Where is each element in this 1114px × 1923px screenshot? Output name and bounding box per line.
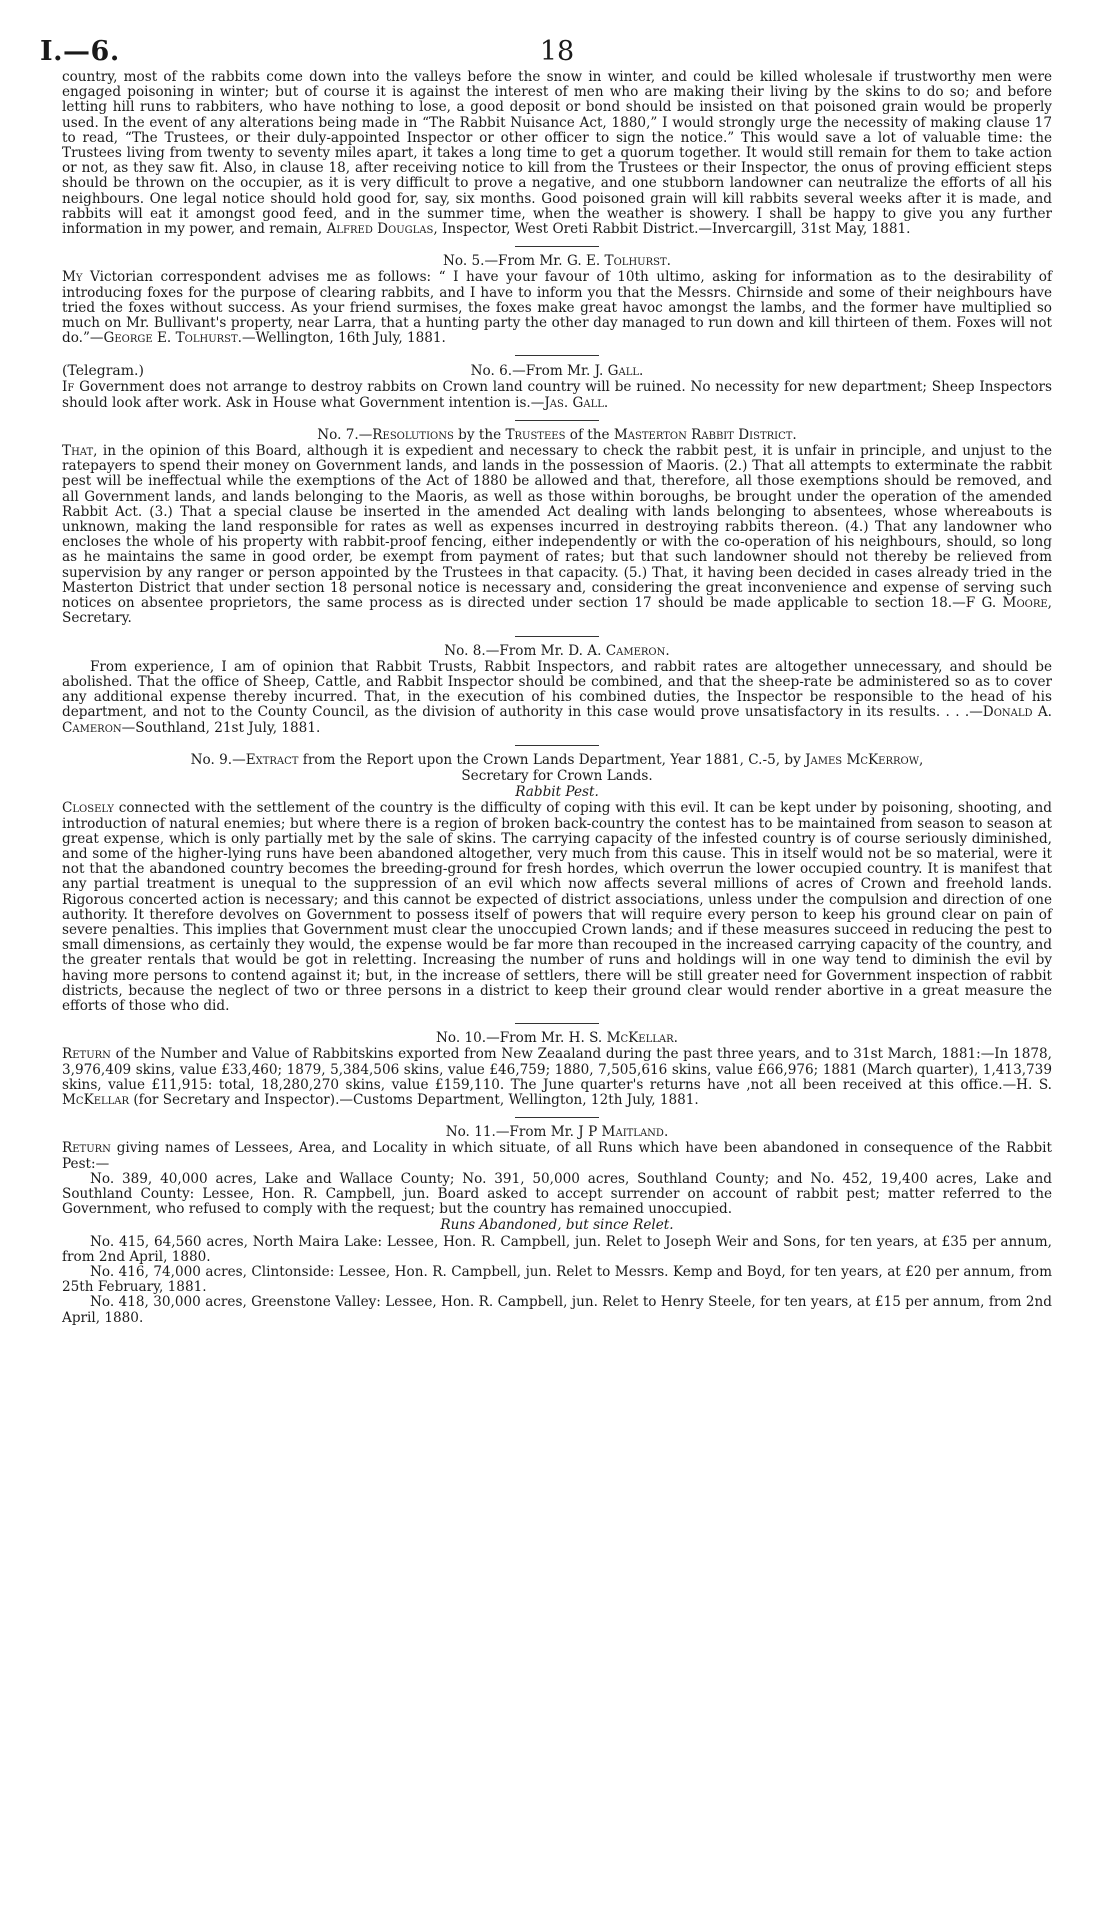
signature: F G. Moore,: [965, 595, 1052, 612]
no11-paragraph: Return giving names of Lessees, Area, and Locality in which situate, of all Runs which have been abandoned in consequence of the Rabbit Pest:—: [62, 1140, 1052, 1172]
intro-paragraph: country, most of the rabbits come down into the valleys before the snow in winter, and could be killed wholesale if trustworthy men were engaged poisoning in winter; but of course it is against the interest of men who are making their living by the skins to do so; and before letting hill runs to rabbiters, who have nothing to lose, a good deposit or bond should be insisted on that poisoned grain would be properly used. In the event of any alterations being made in “The Rabbit Nuisance Act, 1880,” I would strongly urge the necessity of making clause 17 to read, “The Trustees, or their duly-appointed Inspector or other officer to sign the notice.” This would save a lot of valuable time: the Trustees living from twenty to seventy miles apart, it takes a long time to get a quorum together. It would still remain for them to take action or not, as they saw fit. Also, in clause 18, after receiving notice to kill from the Trustees or their Inspector, the onus of proving efficient steps should be thrown on the occupier, as it is very difficult to prove a negative, and one stubborn landowner can neutralize the efforts of all his neighbours. One legal notice should hold good for, say, six months. Good poisoned grain will kill rabbits several weeks after it is made, and rabbits will eat it amongst good feed, and in the summer time, when the weather is showery. I shall be happy to give you any further information in my power, and remain, Alfred Douglas, Inspector, West Oreti Rabbit District.—Invercargill, 31st May, 1881.: [62, 69, 1052, 238]
document-page: [40, 30, 1053, 1326]
no8-paragraph: From experience, I am of opinion that Rabbit Trusts, Rabbit Inspectors, and rabbit rates are altogether unnecessary, and should be abolished. That the office of Sheep, Cattle, and Rabbit Inspector should be combined, and that the sheep-rate be administered so as to cover any additional expense thereby incurred. That, in the execution of his combined duties, the Inspector be responsible to the head of his department, and not to the County Council, as the division of authority in this case would prove unsatisfactory in its results. . . .—Donald A. Cameron—Southland, 21st July, 1881.: [62, 658, 1053, 736]
relet-item: No. 418, 30,000 acres, Greenstone Valley: Lessee, Hon. R. Campbell, jun. Relet to Henry Steele, for ten years, at £15 per annum, from 2nd April, 1880.: [62, 1294, 1052, 1326]
section-heading-no9: No. 9.—Extract from the Report upon the Crown Lands Department, Year 1881, C.-5, by James McKerrow,: [190, 751, 924, 768]
relet-item: No. 415, 64,560 acres, North Maira Lake: Lessee, Hon. R. Campbell, jun. Relet to Joseph Weir and Sons, for ten years, at £35 per annum, from 2nd April, 1880.: [62, 1233, 1052, 1265]
relet-item: No. 416, 74,000 acres, Clintonside: Lessee, Hon. R. Campbell, jun. Relet to Messrs. Kemp and Boyd, for ten years, at £20 per annum, from 25th February, 1881.: [62, 1264, 1052, 1296]
subheading-rabbit-pest: Rabbit Pest.: [515, 784, 599, 801]
signature: George E. Tolhurst.: [103, 330, 243, 347]
section-divider: [515, 745, 599, 746]
signature: Alfred Douglas: [326, 221, 434, 238]
signature: Donald A. Cameron: [62, 704, 1053, 736]
telegram-label: (Telegram.): [62, 363, 144, 380]
no10-paragraph: Return of the Number and Value of Rabbitskins exported from New Zeaaland during the past three years, and to 31st March, 1881:—In 1878, 3,976,409 skins, value £33,460; 1879, 5,384,506 skins, value £46,759; 1880, 7,505,616 skins, value £66,976; 1881 (March quarter), 1,413,739 skins, value £11,915: total, 18,280,270 skins, value £159,110. The June quarter's returns have ,not all been received at this office.—H. S. McKellar (for Secretary and Inspector).—Customs Department, Wellington, 12th July, 1881.: [62, 1046, 1052, 1108]
paper-reference: I.—6.: [40, 36, 120, 67]
no7-paragraph: That, in the opinion of this Board, although it is expedient and necessary to check the rabbit pest, it is unfair in principle, and unjust to the ratepayers to spend their money on Government lands, and lands in the possession of Maoris. (2.) That all attempts to exterminate the rabbit pest will be ineffectual while the exemptions of the Act of 1880 be allowed and that, therefore, all those exemptions should be removed, and all Government lands, and lands belonging to the Maoris, as well as those within boroughs, be brought under the operation of the amended Rabbit Act. (3.) That a special clause be inserted in the amended Act dealing with lands belonging to absentees, whose whereabouts is unknown, making the land responsible for rates as well as expenses incurred in destroying rabbits thereon. (4.) That any landowner who encloses the whole of his property with rabbit-proof fencing, either independently or with the co-operation of his neighbours, should, so long as he maintains the same in good order, be exempt from payment of rates; but that such landowner should not thereby be relieved from supervision by any ranger or person appointed by the Trustees in that capacity. (5.) That, it having been decided in cases already tried in the Masterton District that under section 18 personal notice is necessary and, considering the great inconvenience and expense of serving such notices on absentee proprietors, the same process as is directed under section 17 should be made applicable to section 18.—F G. Moore, Secretary.: [62, 443, 1052, 627]
no11-abandoned-runs: No. 389, 40,000 acres, Lake and Wallace County; No. 391, 50,000 acres, Southland County; and No. 452, 19,400 acres, Lake and Southland County: Lessee, Hon. R. Campbell, jun. Board asked to accept surrender on account of rabbit pest; matter referred to the Government, who refused to comply with the request; but the country has remained unoccupied.: [62, 1170, 1052, 1218]
section-heading-no10: No. 10.—From Mr. H. S. McKellar.: [436, 1030, 678, 1047]
section-heading-no11: No. 11.—From Mr. J P Maitland.: [445, 1124, 669, 1141]
section-divider: [515, 355, 599, 356]
no5-paragraph: My Victorian correspondent advises me as follows: “ I have your favour of 10th ultimo, asking for information as to the desirability of introducing foxes for the purpose of clearing rabbits, and I have to inform you that the Messrs. Chirnside and some of their neighbours have tried the foxes without success. As your friend surmises, the foxes make great havoc amongst the lambs, and the former have multiplied so much on Mr. Bullivant's property, near Larra, that a hunting party the other day managed to run down and kill thirteen of them. Foxes will not do.”—George E. Tolhurst.—Wellington, 16th July, 1881.: [62, 269, 1052, 347]
section-heading-no5: No. 5.—From Mr. G. E. Tolhurst.: [443, 253, 671, 270]
signature: H. S. McKellar: [62, 1076, 1052, 1108]
section-divider: [515, 636, 599, 637]
signature: Jas. Gall.: [544, 394, 609, 411]
section-divider: [515, 420, 599, 421]
subheading-runs-relet: Runs Abandoned, but since Relet.: [440, 1217, 674, 1234]
section-heading-no6: (Telegram.) No. 6.—From Mr. J. Gall.: [62, 363, 644, 380]
no9-paragraph: Closely connected with the settlement of the country is the difficulty of coping with this evil. It can be kept under by poisoning, shooting, and introduction of natural enemies; but where there is a region of broken back-country the contest has to be maintained from season to season at great expense, which is only partially met by the sale of skins. The carrying capacity of the infested country is of course seriously diminished, and some of the higher-lying runs have been abandoned altogether, very much from this cause. This in itself would not be so material, were it not that the abandoned country becomes the breeding-ground for fresh hordes, which overrun the lower occupied country. It is manifest that any partial treatment is unequal to the suppression of an evil which now affects several millions of acres of Crown and freehold lands. Rigorous concerted action is necessary; and this cannot be expected of district associations, unless under the compulsion and direction of one authority. It therefore devolves on Government to possess itself of powers that will require every person to keep his ground clear on pain of severe penalties. This implies that Government must clear the unoccupied Crown lands; and if these measures succeed in reducing the pest to small dimensions, as certainly they would, the expense would be far more than recouped in the increased carrying capacity of the country, and the greater rentals that would be got in reletting. Increasing the number of runs and holdings will in one way tend to diminish the evil by having more persons to contend against it; but, in the increase of settlers, there will be still greater need for Government inspection of rabbit districts, because the neglect of two or three persons in a district to keep their ground clear would render abortive in a great measure the efforts of those who did.: [62, 800, 1052, 1014]
section-heading-no9-line2: Secretary for Crown Lands.: [461, 767, 653, 784]
section-divider: [515, 1023, 599, 1024]
section-divider: [515, 1117, 599, 1118]
section-heading-no8: No. 8.—From Mr. D. A. Cameron.: [444, 642, 670, 659]
page-header: [40, 30, 1052, 70]
section-heading-no7: No. 7.—Resolutions by the Trustees of the Masterton Rabbit District.: [317, 426, 797, 443]
section-divider: [515, 246, 599, 247]
page-number: 18: [539, 36, 575, 67]
no6-paragraph: If Government does not arrange to destroy rabbits on Crown land country will be ruined. No necessity for new department; Sheep Inspectors should look after work. Ask in House what Government intention is.—Jas. Gall.: [62, 379, 1052, 411]
